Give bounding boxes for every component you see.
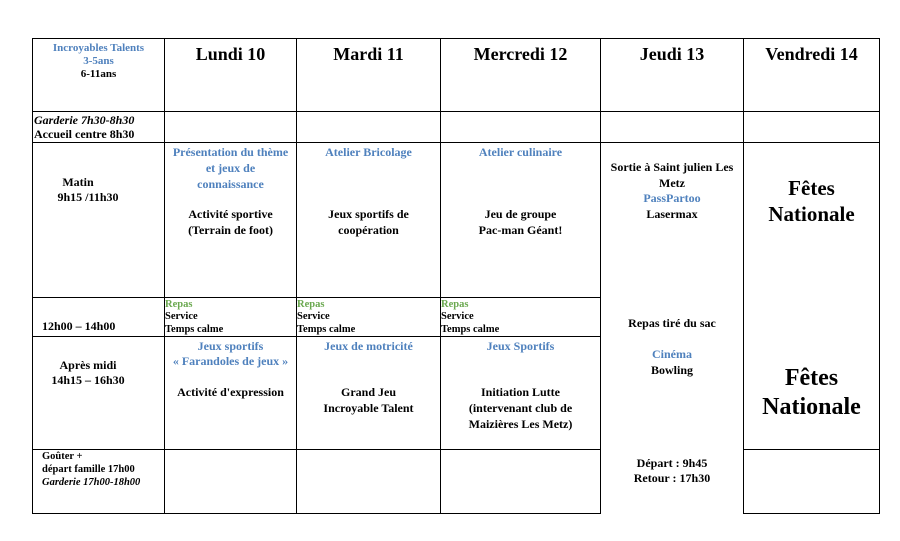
monday-service: Service [165, 311, 198, 322]
day-header-wednesday: Mercredi 12 [473, 44, 568, 64]
day-header-tuesday: Mardi 11 [333, 44, 404, 64]
thursday-cinema: Cinéma [652, 347, 692, 361]
label-garderie-evening: Garderie 17h00-18h00 [42, 477, 141, 488]
label-accueil: Accueil centre 8h30 [34, 127, 135, 141]
grid-line [32, 513, 601, 514]
corner-age-young: 3-5ans [83, 55, 114, 67]
monday-matin-title: Présentation du thème [172, 145, 289, 159]
monday-matin-activity: Activité sportive [188, 207, 273, 221]
thursday-repas: Repas tiré du sac [628, 316, 716, 330]
monday-matin-activity: (Terrain de foot) [188, 223, 273, 237]
tuesday-matin-title: Atelier Bricolage [325, 145, 412, 159]
friday-matin-holiday: Fêtes [788, 176, 835, 200]
grid-line [32, 111, 880, 112]
wednesday-aprem-activity: (intervenant club de [468, 401, 573, 415]
thursday-bowling: Bowling [650, 363, 693, 377]
wednesday-service: Service [441, 311, 474, 322]
day-header-monday: Lundi 10 [195, 44, 266, 64]
tuesday-matin-activity: coopération [338, 223, 399, 237]
wednesday-repas: Repas [441, 299, 469, 310]
day-header-thursday: Jeudi 13 [639, 44, 705, 64]
wednesday-matin-activity: Jeu de groupe [484, 207, 557, 221]
monday-temps-calme: Temps calme [165, 324, 224, 335]
monday-matin-title: et jeux de [205, 161, 256, 175]
label-matin-time: 9h15 /11h30 [57, 190, 119, 204]
wednesday-matin-title: Atelier culinaire [478, 145, 563, 159]
monday-aprem-title: « Farandoles de jeux » [172, 354, 289, 368]
grid-line [440, 38, 441, 514]
label-apres-midi: Après midi [59, 358, 117, 372]
grid-line [743, 513, 880, 514]
grid-line [743, 38, 744, 514]
thursday-depart: Départ : 9h45 [636, 456, 708, 470]
tuesday-repas: Repas [297, 299, 325, 310]
corner-age-old: 6-11ans [80, 68, 117, 80]
day-header-friday: Vendredi 14 [765, 44, 858, 64]
label-gouter: Goûter + [42, 451, 83, 462]
label-matin: Matin [62, 175, 94, 189]
tuesday-aprem-activity: Incroyable Talent [323, 401, 414, 415]
wednesday-aprem-activity: Initiation Lutte [480, 385, 560, 399]
thursday-sortie: Metz [659, 176, 685, 190]
tuesday-temps-calme: Temps calme [297, 324, 356, 335]
thursday-retour: Retour : 17h30 [633, 471, 711, 485]
label-garderie-morning: Garderie 7h30-8h30 [34, 113, 135, 127]
corner-title: Incroyables Talents [52, 42, 145, 54]
monday-aprem-activity: Activité d'expression [177, 385, 284, 399]
label-midi: 12h00 – 14h00 [42, 319, 116, 333]
tuesday-aprem-title: Jeux de motricité [324, 339, 413, 353]
monday-matin-title: connaissance [197, 177, 264, 191]
grid-line [296, 38, 297, 514]
friday-aprem-holiday: Fêtes [784, 365, 839, 391]
friday-matin-holiday: Nationale [768, 202, 855, 226]
grid-line [32, 297, 601, 298]
monday-repas: Repas [165, 299, 193, 310]
monday-aprem-title: Jeux sportifs [197, 339, 264, 353]
wednesday-aprem-title: Jeux Sportifs [486, 339, 555, 353]
wednesday-matin-activity: Pac-man Géant! [478, 223, 563, 237]
tuesday-aprem-activity: Grand Jeu [340, 385, 396, 399]
tuesday-matin-activity: Jeux sportifs de [328, 207, 409, 221]
label-depart-famille: départ famille 17h00 [42, 464, 135, 475]
grid-line [600, 38, 601, 514]
grid-line [32, 449, 601, 450]
label-apres-midi-time: 14h15 – 16h30 [51, 373, 125, 387]
grid-line [164, 38, 165, 514]
grid-line [32, 38, 33, 514]
grid-line [879, 38, 880, 514]
thursday-passpartoo: PassPartoo [643, 191, 701, 205]
wednesday-temps-calme: Temps calme [441, 324, 500, 335]
wednesday-aprem-activity: Maizières Les Metz) [468, 417, 573, 431]
grid-line [32, 38, 880, 39]
thursday-lasermax: Lasermax [646, 207, 698, 221]
grid-line [32, 142, 880, 143]
thursday-sortie: Sortie à Saint julien Les [610, 160, 734, 174]
friday-aprem-holiday: Nationale [762, 394, 861, 420]
tuesday-service: Service [297, 311, 330, 322]
grid-line [743, 449, 880, 450]
